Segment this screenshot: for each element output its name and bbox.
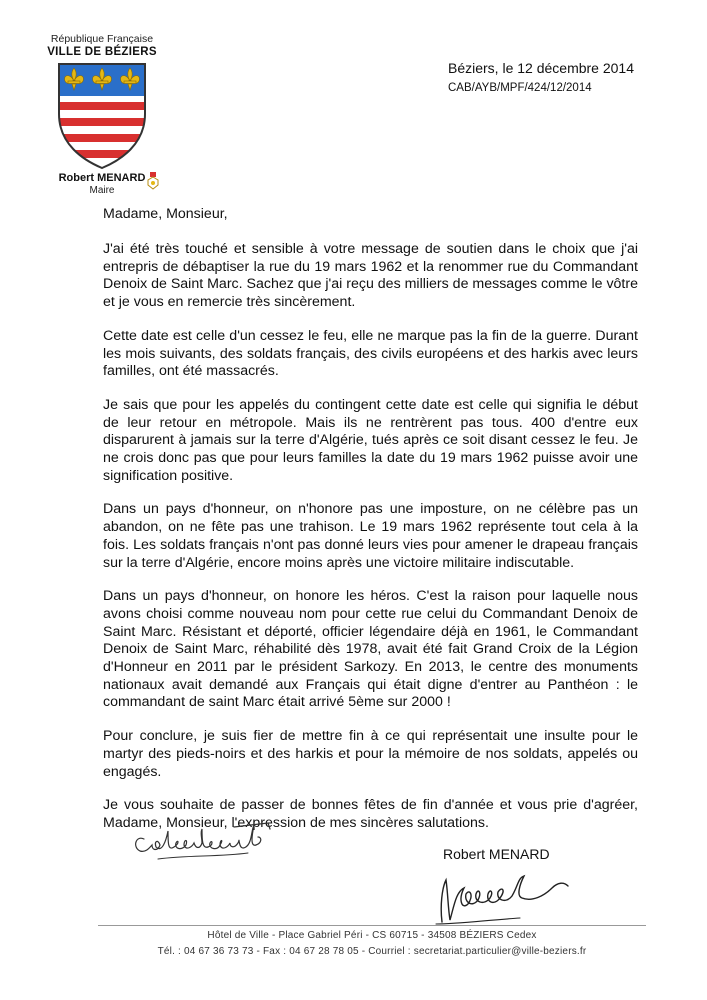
signature bbox=[428, 866, 578, 928]
letter-body bbox=[103, 241, 638, 849]
paragraph: Cette date est celle d'un cessez le feu, elle ne marque pas la fin de la guerre. Durant les mois suivants, des soldats français, des civils européens et des harkis avec leurs familles, ont été massacrés. bbox=[103, 327, 638, 380]
salutation: Madame, Monsieur, bbox=[103, 206, 228, 222]
legion-honour-medal-icon bbox=[146, 172, 160, 190]
paragraph: J'ai été très touché et sensible à votre message de soutien dans le choix que j'ai entrepris de débaptiser la rue du 19 mars 1962 et la renommer rue du Commandant Denoix de Saint Marc. Sachez que j'ai reçu des milliers de messages comme le vôtre et je vous en remercie très sincèrement. bbox=[103, 241, 638, 311]
paragraph: Dans un pays d'honneur, on n'honore pas une imposture, on ne célèbre pas un abandon, on ne fête pas une trahison. Le 19 mars 1962 représente tout cela à la fois. Les soldats français n'ont pas donné leurs vies pour amener le drapeau français sur la terre d'Algérie, encore moins après une victoire militaire indiscutable. bbox=[103, 501, 638, 571]
handwritten-note bbox=[128, 817, 288, 867]
letter-reference: CAB/AYB/MPF/424/12/2014 bbox=[448, 82, 592, 94]
paragraph: Dans un pays d'honneur, on honore les héros. C'est la raison pour laquelle nous avons choisi comme nouveau nom pour cette rue celui du Commandant Denoix de Saint Marc. Résistant et déporté, officier légendaire déjà en 1961, le Commandant Denoix de Saint Marc, réhabilité dès 1978, avait été fait Grand Croix de la Légion d'Honneur en 2011 par le président Sarkozy. En 2013, le centre des monuments nationaux avait demandé aux Français qui était digne d'entrer au Panthéon : le commandant de saint Marc était arrivé 5ème sur 2000 ! bbox=[103, 588, 638, 711]
footer-contact: Tél. : 04 67 36 73 73 - Fax : 04 67 28 78 05 - Courriel : secretariat.particulier@ville-beziers.fr bbox=[157, 946, 587, 957]
coat-of-arms-icon bbox=[57, 62, 147, 170]
mayor-title: Maire bbox=[89, 185, 115, 196]
footer-divider bbox=[98, 925, 646, 926]
footer-address: Hôtel de Ville - Place Gabriel Péri - CS 60715 - 34508 BÉZIERS Cedex bbox=[207, 930, 537, 941]
paragraph: Je sais que pour les appelés du contingent cette date est celle qui signifia le début de leur retour en métropole. Mais ils ne rentrèrent pas tous. 400 d'entre eux disparurent à jamais sur la terre d'Algérie, tués après ce soit disant cessez le feu. Je ne crois donc pas que pour leurs familles la date du 19 mars 1962 puisse avoir une signification positive. bbox=[103, 396, 638, 484]
letter-date: Béziers, le 12 décembre 2014 bbox=[448, 60, 634, 76]
closing-paragraph: Je vous souhaite de passer de bonnes fêtes de fin d'année et vous prie d'agréer, Madame, Monsieur, l'expression de mes sincères salutations. bbox=[103, 797, 638, 831]
signatory-name: Robert MENARD bbox=[443, 846, 550, 862]
city-label: VILLE DE BÉZIERS bbox=[47, 46, 157, 58]
mayor-name: Robert MENARD bbox=[58, 172, 146, 184]
republic-label: République Française bbox=[50, 33, 154, 45]
paragraph: Pour conclure, je suis fier de mettre fin à ce qui représentait une insulte pour le martyr des pieds-noirs et des harkis et pour la mémoire de nos soldats, appelés ou engagés. bbox=[103, 728, 638, 780]
